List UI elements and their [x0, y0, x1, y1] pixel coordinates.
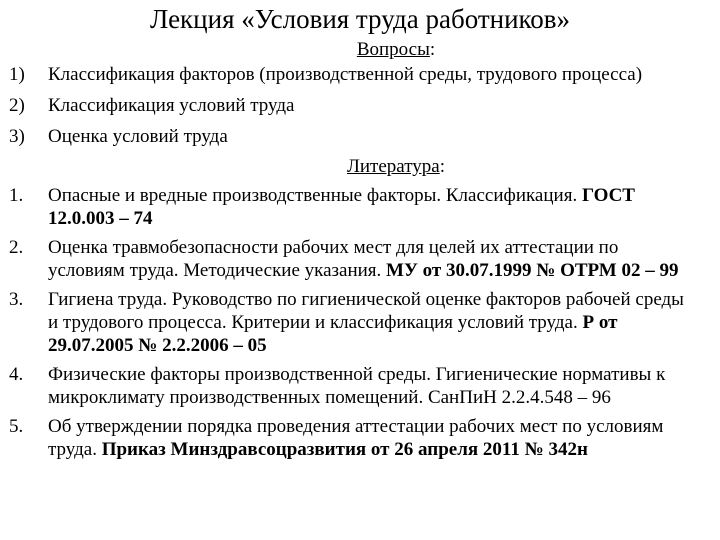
literature-entry — [48, 363, 690, 409]
literature-text: Об утверждении порядка проведения аттестации рабочих мест по условиям труда. — [48, 416, 664, 460]
literature-item — [0, 415, 720, 461]
literature-heading-word: Литература — [347, 156, 440, 177]
literature-number: 1. — [9, 185, 24, 206]
question-text: Классификация факторов (производственной среды, трудового процесса) — [48, 64, 643, 85]
question-item — [0, 63, 720, 94]
question-text: Классификация условий труда — [48, 95, 295, 116]
literature-heading — [36, 155, 720, 178]
literature-text: Гигиена труда. Руководство по гигиенической оценке факторов рабочей среды и трудового процесса. Критерии и классификация условий труда. — [48, 289, 684, 333]
literature-entry — [48, 415, 690, 461]
literature-item — [0, 236, 720, 282]
literature-entry — [48, 184, 690, 230]
literature-item — [0, 363, 720, 409]
literature-item — [0, 288, 720, 357]
literature-document-ref: Приказ Минздравсоцразвития от 26 апреля 2011 № 342н — [101, 439, 588, 460]
literature-number: 4. — [9, 364, 24, 385]
questions-heading-colon: : — [429, 39, 436, 60]
questions-heading-word: Вопросы — [356, 39, 430, 60]
question-item — [0, 94, 720, 125]
question-number: 3) — [9, 126, 25, 147]
literature-list — [0, 184, 720, 467]
literature-heading-colon: : — [439, 156, 445, 177]
question-text: Оценка условий труда — [48, 126, 228, 147]
literature-document-ref: Р от 29.07.2005 № 2.2.2006 – 05 — [48, 312, 618, 356]
literature-text: Опасные и вредные производственные факторы. Классификация. — [48, 185, 582, 206]
literature-number: 3. — [9, 289, 24, 310]
literature-document-ref: ГОСТ 12.0.003 – 74 — [48, 185, 635, 229]
literature-number: 2. — [9, 237, 24, 258]
literature-entry — [48, 288, 690, 357]
questions-heading — [36, 38, 720, 61]
literature-item — [0, 184, 720, 230]
lecture-title: Лекция «Условия труда работников» — [149, 4, 571, 34]
literature-text: Физические факторы производственной среды. Гигиенические нормативы к микроклимату производственных помещений. СанПиН 2.2.4.548 – 96 — [48, 364, 666, 408]
literature-number: 5. — [9, 416, 24, 437]
literature-document-ref: МУ от 30.07.1999 № ОТРМ 02 – 99 — [386, 260, 679, 281]
question-item — [0, 125, 720, 156]
literature-entry — [48, 236, 690, 282]
question-number: 2) — [9, 95, 25, 116]
question-number: 1) — [9, 64, 25, 85]
literature-text: Оценка травмобезопасности рабочих мест для целей их аттестации по условиям труда. Методические указания. — [48, 237, 619, 281]
questions-list — [0, 63, 720, 156]
